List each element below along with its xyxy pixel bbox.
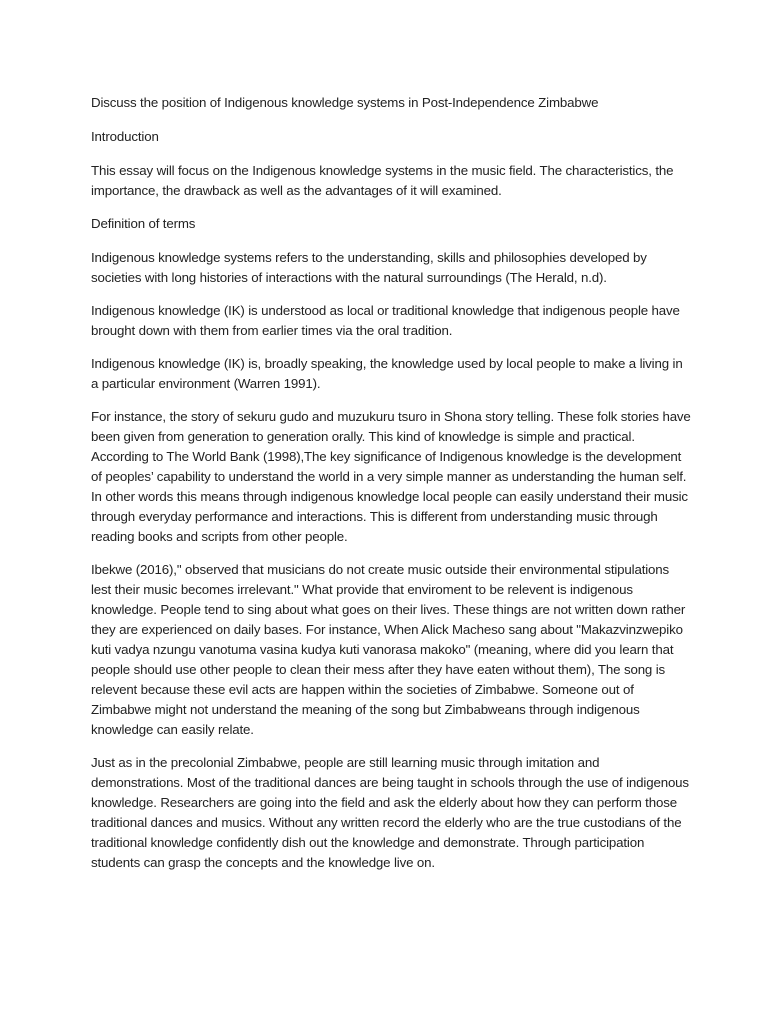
paragraph-introduction: This essay will focus on the Indigenous knowledge systems in the music field. The characteristics, the importance, the drawback as well as the advantages of it will examined.: [91, 163, 674, 198]
essay-title: Discuss the position of Indigenous knowledge systems in Post-Independence Zimbabwe: [91, 95, 599, 110]
document-body: [91, 93, 691, 886]
paragraph-folk-stories: For instance, the story of sekuru gudo and muzukuru tsuro in Shona story telling. These folk stories have been given from generation to generation orally. This kind of knowledge is simple and practical. According to The World Bank (1998),The key significance of Indigenous knowledge is the development of peoples’ capability to understand the world in a very simple manner as understanding the human self. In other words this means through indigenous knowledge local people can easily understand their music through everyday performance and interactions. This is different from understanding music through reading books and scripts from other people.: [91, 409, 691, 544]
heading-introduction: Introduction: [91, 129, 159, 144]
paragraph-ibekwe: Ibekwe (2016)," observed that musicians do not create music outside their environmental stipulations lest their music becomes irrelevant." What provide that enviroment to be relevent is indigenous knowledge. People tend to sing about what goes on their lives. These things are not written down rather they are experienced on daily bases. For instance, When Alick Macheso sang about "Makazvinzwepiko kuti vadya nzungu vanotuma vasina kudya kuti vanorasa makoko" (meaning, where did you learn that people should use other people to clean their mess after they have eaten without them), The song is relevent because these evil acts are happen within the societies of Zimbabwe. Someone out of Zimbabwe might not understand the meaning of the song but Zimbabweans through indigenous knowledge can easily relate.: [91, 562, 686, 737]
paragraph-definition-2: Indigenous knowledge (IK) is understood as local or traditional knowledge that indigenous people have brought down with them from earlier times via the oral tradition.: [91, 303, 680, 338]
paragraph-precolonial: Just as in the precolonial Zimbabwe, people are still learning music through imitation and demonstrations. Most of the traditional dances are being taught in schools through the use of indigenous knowledge. Researchers are going into the field and ask the elderly about how they can perform those traditional dances and musics. Without any written record the elderly who are the true custodians of the traditional knowledge confidently dish out the knowledge and demonstrate. Through participation students can grasp the concepts and the knowledge live on.: [91, 755, 689, 870]
paragraph-definition-3: Indigenous knowledge (IK) is, broadly speaking, the knowledge used by local people to make a living in a particular environment (Warren 1991).: [91, 356, 683, 391]
paragraph-definition-1: Indigenous knowledge systems refers to the understanding, skills and philosophies developed by societies with long histories of interactions with the natural surroundings (The Herald, n.d).: [91, 250, 647, 285]
heading-definition-of-terms: Definition of terms: [91, 216, 196, 231]
